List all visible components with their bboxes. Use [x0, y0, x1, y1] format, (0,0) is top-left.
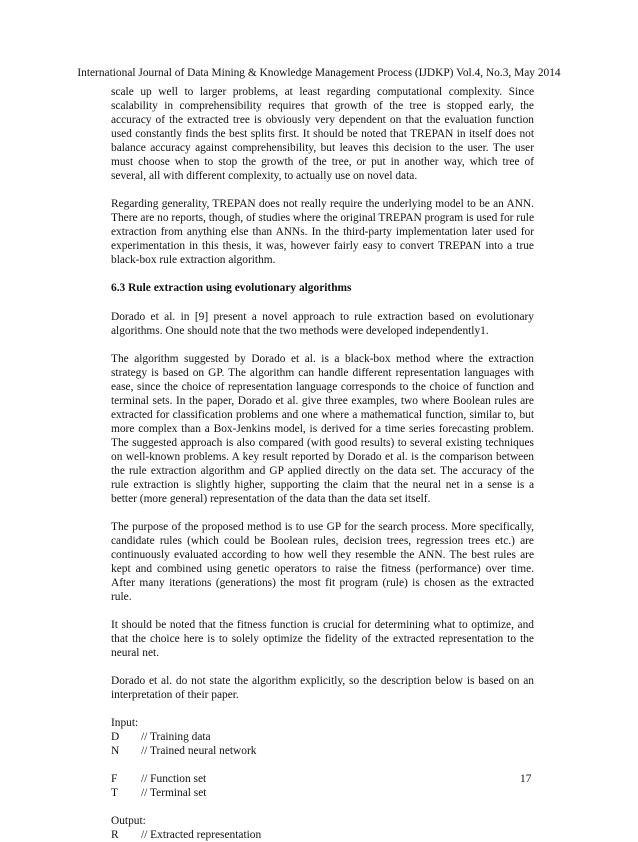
- algorithm-block: [111, 716, 534, 842]
- running-header: International Journal of Data Mining & Knowledge Management Process (IJDKP) Vol.4, No.3, May 2014: [77, 67, 561, 79]
- symbol: D: [111, 731, 120, 743]
- page-body: [111, 85, 534, 842]
- algorithm-line: [111, 786, 534, 800]
- paragraph: It should be noted that the fitness function is crucial for determining what to optimize, and that the choice here is to solely optimize the fidelity of the extracted representation to the neural net.: [111, 619, 534, 659]
- comment: // Training data: [141, 731, 211, 743]
- symbol: N: [111, 745, 120, 757]
- comment: // Trained neural network: [141, 745, 257, 757]
- algorithm-line: [111, 730, 534, 744]
- paragraph: Dorado et al. do not state the algorithm explicitly, so the description below is based on an interpretation of their paper.: [111, 675, 534, 701]
- symbol: F: [111, 773, 118, 785]
- algorithm-line: [111, 744, 534, 758]
- input-label: Input:: [111, 717, 139, 729]
- output-label: Output:: [111, 815, 146, 827]
- paragraph: The algorithm suggested by Dorado et al. is a black-box method where the extraction strategy is based on GP. The algorithm can handle different representation languages with ease, since the choice of representation language corresponds to the choice of function and terminal sets. In the paper, Dorado et al. give three examples, two where Boolean rules are extracted for classification problems and one where a mathematical function, similar to, but more complex than a Box-Jenkins model, is derived for a time series forecasting problem. The suggested approach is also compared (with good results) to several existing techniques on well-known problems. A key result reported by Dorado et al. is the comparison between the rule extraction algorithm and GP applied directly on the data set. The accuracy of the rule extraction is slightly higher, supporting the claim that the neural net in a sense is a better (more general) representation of the data than the data set itself.: [111, 353, 534, 505]
- page-number: 17: [520, 773, 532, 785]
- algorithm-line: [111, 772, 534, 786]
- comment: // Function set: [141, 773, 207, 785]
- comment: // Extracted representation: [141, 829, 262, 841]
- comment: // Terminal set: [141, 787, 207, 799]
- paragraph: The purpose of the proposed method is to use GP for the search process. More specifically, candidate rules (which could be Boolean rules, decision trees, regression trees etc.) are continuously evaluated according to how well they resemble the ANN. The best rules are kept and combined using genetic operators to raise the fitness (performance) over time. After many iterations (generations) the most fit program (rule) is chosen as the extracted rule.: [111, 521, 534, 603]
- algorithm-line: [111, 828, 534, 842]
- paragraph: scale up well to larger problems, at least regarding computational complexity. Since scalability in comprehensibility requires that growth of the tree is stopped early, the accuracy of the extracted tree is obviously very dependent on that the evaluation function used constantly finds the best splits first. It should be noted that TREPAN in itself does not balance accuracy against comprehensibility, but leaves this decision to the user. The user must choose when to stop the growth of the tree, or put in another way, which tree of several, all with different complexity, to actually use on novel data.: [111, 86, 534, 182]
- paragraph: Dorado et al. in [9] present a novel approach to rule extraction based on evolutionary algorithms. One should note that the two methods were developed independently1.: [111, 311, 534, 337]
- section-heading: 6.3 Rule extraction using evolutionary algorithms: [111, 282, 352, 294]
- paragraph: Regarding generality, TREPAN does not really require the underlying model to be an ANN. There are no reports, though, of studies where the original TREPAN program is used for rule extraction from anything else than ANNs. In the third-party implementation later used for experimentation in this thesis, it was, however fairly easy to convert TREPAN into a true black-box rule extraction algorithm.: [111, 198, 534, 266]
- symbol: T: [111, 787, 118, 799]
- symbol: R: [111, 829, 119, 841]
